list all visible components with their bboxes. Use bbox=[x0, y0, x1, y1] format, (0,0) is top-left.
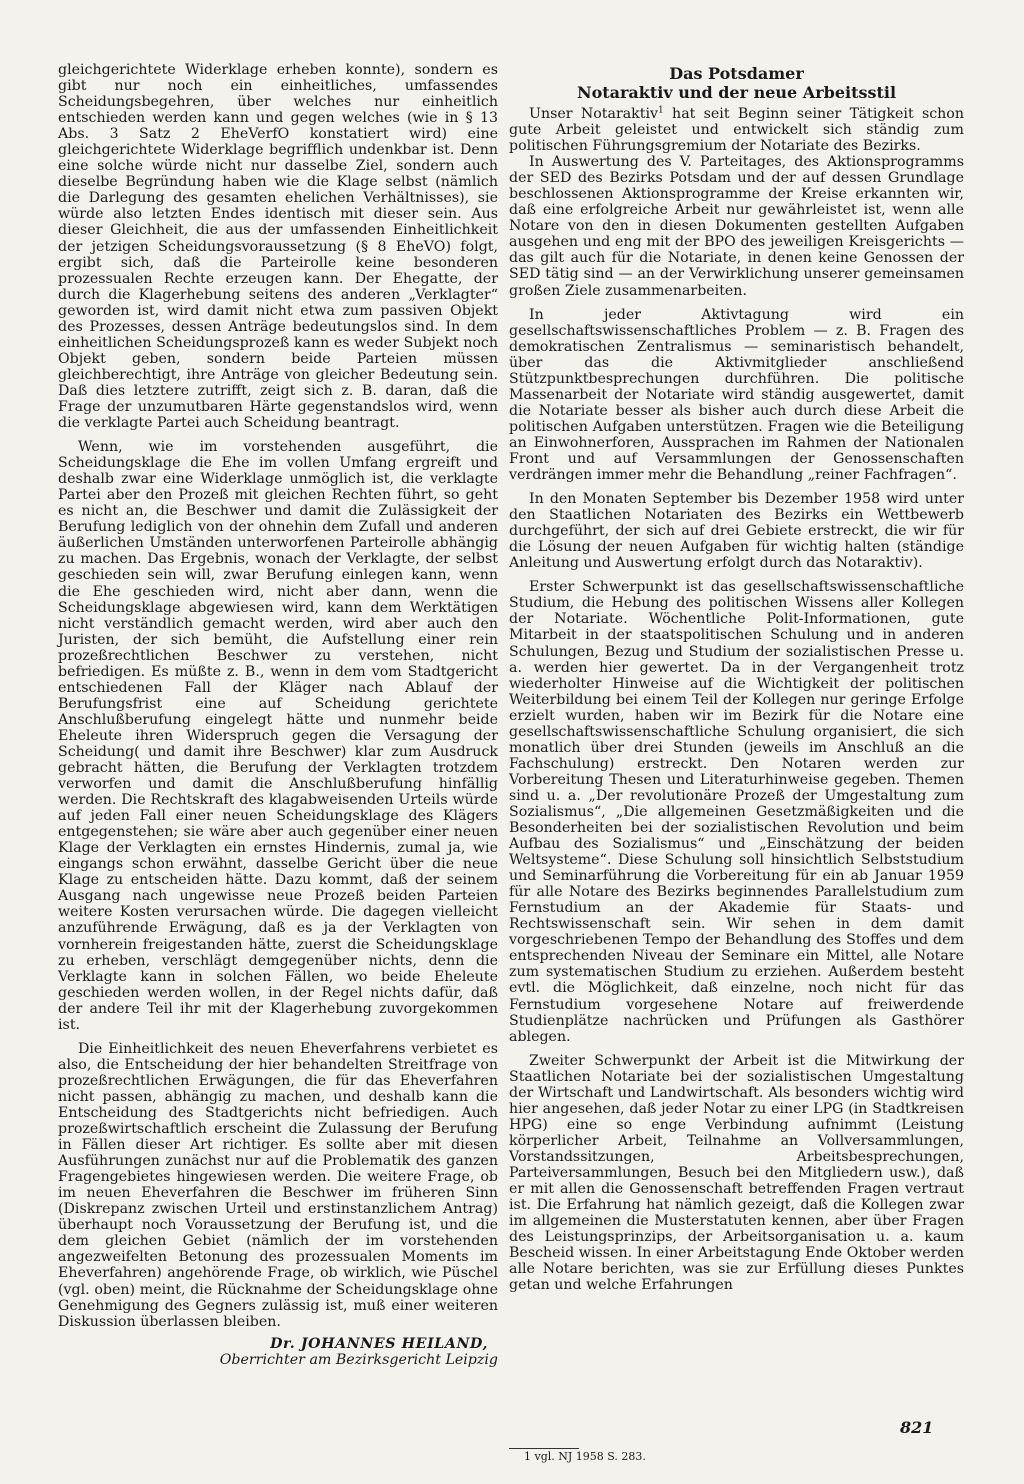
article-paragraph: gleichgerichtete Widerklage erheben konnte), sondern es gibt nur noch ein einheitliches, umfassendes Scheidungsbegehren, über welches nur einheitlich entschieden werden kann und gegen welches (wie in § 13 Abs. 3 Satz 2 EheVerfO konstatiert wird) eine gleichgerichtete Widerklage begrifflich undenkbar ist. Denn eine solche würde nicht nur dasselbe Ziel, sondern auch dieselbe Begründung haben wie die Klage selbst (nämlich die Darlegung des gesamten ehelichen Verhältnisses), sie würde also letzten Endes identisch mit dieser sein. Aus dieser Gleichheit, die aus der umfassenden Einheitlichkeit der jetzigen Scheidungsvoraussetzung (§ 8 EheVO) folgt, ergibt sich, daß die Parteirolle keine besonderen prozessualen Rechte erzeugen kann. Der Ehegatte, der durch die Klagerhebung seitens des anderen „Verklagter“ geworden ist, wird damit nicht etwa zum passiven Objekt des Prozesses, dessen Anträge bedeutungslos sind. In dem einheitlichen Scheidungsprozeß kann es weder Subjekt noch Objekt geben, sondern beide Parteien müssen gleichberechtigt, ihre Anträge von gleicher Bedeutung sein. Daß dies letztere zutrifft, zeigt sich z. B. daran, daß die Frage der unzumutbaren Härte gegenstandslos wird, wenn die verklagte Partei auch Scheidung beantragt. bbox=[58, 62, 498, 432]
article-paragraph: In Auswertung des V. Parteitages, des Aktionsprogramms der SED des Bezirks Potsdam und der auf dessen Grundlage beschlossenen Aktionsprogramme der Kreise erkannten wir, daß eine erfolgreiche Arbeit nur gewährleistet ist, wenn alle Notare von den in diesen Dokumenten gestellten Aufgaben ausgehen und eng mit der BPO des jeweiligen Kreisgerichts — das gilt auch für die Notariate, in denen keine Genossen der SED tätig sind — an der Verwirklichung unserer gemeinsamen großen Ziele zusammenarbeiten. bbox=[509, 154, 964, 299]
right-column bbox=[509, 64, 964, 1293]
article-paragraph bbox=[509, 106, 964, 154]
paragraph-text: Unser Notaraktiv bbox=[529, 106, 659, 122]
article-paragraph: In den Monaten September bis Dezember 1958 wird unter den Staatlichen Notariaten des Bezirks ein Wettbewerb durchgeführt, der sich auf drei Gebiete erstreckt, die wir für die Lösung der neuen Aufgaben für wichtig halten (ständige Anleitung und Auswertung erfolgt durch das Notaraktiv). bbox=[509, 491, 964, 572]
heading-line-1: Das Potsdamer bbox=[669, 64, 804, 83]
article-heading bbox=[509, 64, 964, 102]
author-signature bbox=[58, 1336, 498, 1368]
heading-line-2: Notaraktiv und der neue Arbeitsstil bbox=[576, 83, 897, 102]
left-column bbox=[58, 62, 498, 1368]
page-number: 821 bbox=[900, 1418, 934, 1437]
article-paragraph: Erster Schwerpunkt ist das gesellschaftswissenschaftliche Studium, die Hebung des politischen Wissens aller Kollegen der Notariate. Wöchentliche Polit-Informationen, gute Mitarbeit in der staatspolitischen Schulung und in anderen Schulungen, Bezug und Studium der sozialistischen Presse u. a. werden hier gewertet. Da in der Vergangenheit trotz wiederholter Hinweise auf die Wichtigkeit der politischen Weiterbildung bei einem Teil der Kollegen nur geringe Erfolge erzielt wurden, haben wir im Bezirk für die Notare eine gesellschaftswissenschaftliche Schulung organisiert, die sich monatlich über drei Stunden (jeweils im Anschluß an die Fachschulung) erstreckt. Den Notaren werden zur Vorbereitung Thesen und Literaturhinweise gegeben. Themen sind u. a. „Der revolutionäre Prozeß der Umgestaltung zum Sozialismus“, „Die allgemeinen Gesetzmäßigkeiten und die Besonderheiten bei der sozialistischen Revolution und beim Aufbau des Sozialismus“ und „Einschätzung der beiden Weltsysteme“. Diese Schulung soll hinsichtlich Selbststudium und Seminarführung die Vorbereitung für ein ab Januar 1959 für alle Notare des Bezirks beginnendes Parallelstudium zum Fernstudium an der Akademie für Staats- und Rechtswissenschaft sein. Wir sehen in dem damit vorgeschriebenen Tempo der Behandlung des Stoffes und dem entsprechenden Niveau der Seminare ein Mittel, alle Notare zum systematischen Studium zu erziehen. Außerdem besteht evtl. die Möglichkeit, daß einzelne, noch nicht für das Fernstudium vorgesehene Notare auf freiwerdende Studienplätze nachrücken und Prüfungen als Gasthörer ablegen. bbox=[509, 579, 964, 1045]
footnote: 1 vgl. NJ 1958 S. 283. bbox=[524, 1450, 646, 1463]
author-name: Dr. JOHANNES HEILAND, bbox=[270, 1335, 488, 1352]
article-paragraph: In jeder Aktivtagung wird ein gesellschaftswissenschaftliches Problem — z. B. Fragen des demokratischen Zentralismus — seminaristisch behandelt, über das die Aktivmitglieder anschließend Stützpunktbesprechungen durchführen. Die politische Massenarbeit der Notariate wird ständig ausgewertet, damit die Notariate besser als bisher auch durch diese Arbeit die politischen Aufgaben unterstützen. Fragen wie die Beteiligung an Einwohnerforen, Aussprachen im Rahmen der Nationalen Front und auf Versammlungen der Genossenschaften verdrängen immer mehr die Behandlung „reiner Fachfragen“. bbox=[509, 306, 964, 484]
article-paragraph: Die Einheitlichkeit des neuen Eheverfahrens verbietet es also, die Entscheidung der hier behandelten Streitfrage von prozeßrechtlichen Erwägungen, die für das Eheverfahren nicht passen, abhängig zu machen, und deshalb kann die Entscheidung des Stadtgerichts nicht befriedigen. Auch prozeßwirtschaftlich erscheint die Zulassung der Berufung in Fällen dieser Art richtiger. Es sollte aber mit diesen Ausführungen zunächst nur auf die Problematik des ganzen Fragengebietes hingewiesen werden. Die weitere Frage, ob im neuen Eheverfahren die Beschwer im früheren Sinn (Diskrepanz zwischen Urteil und erstinstanzlichem Antrag) überhaupt noch Voraussetzung der Berufung ist, und die dem gleichen Gebiet (nämlich der im vorstehenden angezweifelten Betonung des prozessualen Moments im Eheverfahren) angehörende Frage, ob wirklich, wie Püschel (vgl. oben) meint, die Rücknahme der Scheidungsklage ohne Genehmigung des Gegners zulässig ist, muß einer weiteren Diskussion überlassen bleiben. bbox=[58, 1040, 498, 1330]
author-role: Oberrichter am Bezirksgericht Leipzig bbox=[219, 1351, 498, 1368]
paragraph-text: hat seit Beginn seiner Tätigkeit schon gute Arbeit geleistet und entwickelt sich ständig zum politischen Führungsgremium der Notariate des Bezirks. bbox=[509, 106, 964, 155]
footnote-ref: 1 bbox=[658, 105, 664, 116]
footnote-divider bbox=[509, 1448, 579, 1449]
article-paragraph: Zweiter Schwerpunkt der Arbeit ist die Mitwirkung der Staatlichen Notariate bei der sozialistischen Umgestaltung der Wirtschaft und Landwirtschaft. Als besonders wichtig wird hier angesehen, daß jeder Notar zu einer LPG (in Stadtkreisen HPG) eine so enge Verbindung aufnimmt (Leistung körperlicher Arbeit, Teilnahme an Vollversammlungen, Vorstandssitzungen, Arbeitsbesprechungen, Parteiversammlungen, Besuch bei den Mitgliedern usw.), daß er mit allen die Genossenschaft betreffenden Fragen vertraut ist. Die Erfahrung hat nämlich gezeigt, daß die Kollegen zwar im allgemeinen die Musterstatuten kennen, aber über Fragen des Leistungsprinzips, der Arbeitsorganisation u. a. kaum Bescheid wissen. In einer Arbeitstagung Ende Oktober werden alle Notare berichten, was sie zur Erfüllung dieses Punktes getan und welche Erfahrungen bbox=[509, 1052, 964, 1294]
article-paragraph: Wenn, wie im vorstehenden ausgeführt, die Scheidungsklage die Ehe im vollen Umfang ergreift und deshalb zwar eine Widerklage unmöglich ist, die verklagte Partei aber den Prozeß mit gleichen Rechten führt, so geht es nicht an, die Beschwer und damit die Zulässigkeit der Berufung lediglich von der ohnehin dem Zufall und anderen äußerlichen Umständen unterworfenen Parteirolle abhängig zu machen. Das Ergebnis, wonach der Verklagte, der selbst geschieden sein will, zwar Berufung einlegen kann, wenn die Ehe geschieden wird, nicht aber dann, wenn die Scheidungsklage abgewiesen wird, kann dem Werktätigen nicht verständlich gemacht werden, wird aber auch den Juristen, der sich bemüht, die Aufstellung einer rein prozeßrechtlichen Beschwer zu verstehen, nicht befriedigen. Es müßte z. B., wenn in dem vom Stadtgericht entschiedenen Fall der Kläger nach Ablauf der Berufungsfrist eine auf Scheidung gerichtete Anschlußberufung eingelegt hätte und nunmehr beide Eheleute ihren Widerspruch gegen die Versagung der Scheidung( und damit ihre Beschwer) klar zum Ausdruck gebracht hätten, die Berufung der Verklagten trotzdem verworfen und damit die Anschlußberufung hinfällig werden. Die Rechtskraft des klagabweisenden Urteils würde auf jeden Fall einer neuen Scheidungsklage des Klägers entgegenstehen; sie wäre aber auch gegenüber einer neuen Klage der Verklagten ein ernstes Hindernis, zumal ja, wie eingangs schon erwähnt, dasselbe Gericht über die neue Klage zu entscheiden hätte. Dazu kommt, daß der seinem Ausgang nach ungewisse neue Prozeß beiden Parteien weitere Kosten verursachen würde. Die dagegen vielleicht anzuführende Erwägung, daß es ja der Verklagten von vornherein freigestanden hätte, zuerst die Scheidungsklage zu erheben, verschlägt demgegenüber nichts, denn die Verklagte kann in solchen Fällen, wo beide Eheleute geschieden werden wollen, in der Regel nichts dafür, daß der andere Teil ihr mit der Klagerhebung zuvorgekommen ist. bbox=[58, 439, 498, 1033]
